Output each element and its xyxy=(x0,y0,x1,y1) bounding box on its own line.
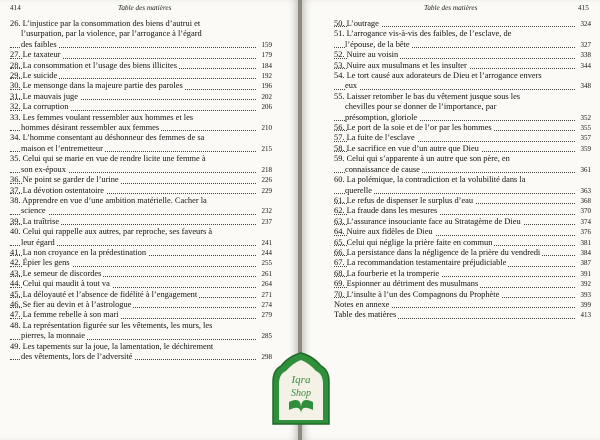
toc-entry xyxy=(334,238,591,248)
entry-title-line: science xyxy=(21,206,46,216)
entry-number: 61. xyxy=(334,195,345,205)
entry-number: 69. xyxy=(334,279,345,289)
entry-title-line: La dévotion ostentatoire xyxy=(22,185,104,195)
entry-page-number: 359 xyxy=(580,144,591,153)
entry-title-line: La non croyance en la prédestination xyxy=(22,247,147,257)
entry-title-line: hommes désirant ressembler aux femmes xyxy=(21,123,160,133)
toc-entry xyxy=(10,258,272,268)
entry-number: 43. xyxy=(10,268,21,278)
toc-entry xyxy=(334,310,591,320)
toc-entry xyxy=(10,279,272,289)
entry-title-line: L’homme consentant au déshonneur des femmes de sa xyxy=(22,133,205,143)
entry-number: 44. xyxy=(10,279,21,289)
entry-number: 57. xyxy=(334,133,345,143)
entry-title-line: L’insulte à l’un des Compagnons du Prophète xyxy=(346,289,500,299)
entry-title-line: Le mauvais juge xyxy=(22,91,78,101)
entry-page-number: 202 xyxy=(261,92,272,101)
entry-number: 27. xyxy=(10,50,21,60)
entry-page-number: 192 xyxy=(261,72,272,81)
entry-title-line: La fuite de l’esclave xyxy=(346,133,415,143)
toc-entry xyxy=(10,196,272,217)
toc-entry xyxy=(334,71,591,92)
entry-page-number: 392 xyxy=(580,280,591,289)
entry-number: 58. xyxy=(334,143,345,153)
toc-entry xyxy=(10,102,272,112)
entry-title-line: Celui qui se marie en vue de rendre licite une femme à xyxy=(22,154,206,164)
entry-number: 28. xyxy=(10,60,21,70)
entry-title-line: des faibles xyxy=(21,39,57,49)
entry-title-line: eux xyxy=(345,81,358,91)
entry-title-line: Laisser retomber le bas du vêtement jusque sous les xyxy=(346,91,521,101)
entry-title-line: La traîtrise xyxy=(22,216,60,226)
logo-text-iqra: Iqra xyxy=(291,374,311,386)
toc-entry xyxy=(334,290,591,300)
entry-page-number: 179 xyxy=(261,51,272,60)
entry-page-number: 399 xyxy=(580,300,591,309)
entry-page-number: 264 xyxy=(261,280,272,289)
entry-page-number: 387 xyxy=(580,259,591,268)
toc-entry xyxy=(334,300,591,310)
entry-title-line: des vêtements, lors de l’adversité xyxy=(21,352,133,361)
entry-number: 37. xyxy=(10,185,21,195)
entry-number: 62. xyxy=(334,206,345,216)
toc-entry xyxy=(10,310,272,320)
toc-entry xyxy=(334,123,591,133)
entry-number: 42. xyxy=(10,258,21,268)
entry-page-number: 376 xyxy=(580,228,591,237)
entry-number: 70. xyxy=(334,289,345,299)
entry-number: 53. xyxy=(334,60,345,70)
toc-entry xyxy=(334,144,591,154)
entry-page-number: 206 xyxy=(261,103,272,112)
entry-number: 67. xyxy=(334,258,345,268)
logo-text-shop: Shop xyxy=(291,388,311,399)
entry-title-line: La représentation figurée sur les vêtements, les murs, les xyxy=(22,320,213,330)
entry-title-line: maison et l’entremetteur xyxy=(21,143,103,153)
entry-page-number: 352 xyxy=(580,113,591,122)
entry-title-line: Le port de la soie et de l’or par les hommes xyxy=(346,123,492,133)
entry-page-number: 218 xyxy=(261,165,272,174)
entry-title-line: Se fier au devin et à l’astrologue xyxy=(22,299,132,309)
entry-page-number: 370 xyxy=(580,207,591,216)
toc-entry xyxy=(334,175,591,196)
entry-title-line: Le mensonge dans la majeure partie des paroles xyxy=(22,81,183,91)
running-header-left: Table des matières xyxy=(118,4,172,12)
toc-entry xyxy=(10,133,272,154)
entry-page-number: 348 xyxy=(580,82,591,91)
entry-title-line: Épier les gens xyxy=(22,258,70,268)
entry-number: 64. xyxy=(334,227,345,237)
toc-entry xyxy=(10,342,272,363)
toc-entry xyxy=(334,206,591,216)
entry-title-line: La fourberie et la tromperie xyxy=(346,268,440,278)
entry-page-number: 279 xyxy=(261,311,272,320)
entry-title-line: La fraude dans les mesures xyxy=(346,206,438,216)
entry-page-number: 196 xyxy=(261,82,272,91)
entry-number: 40. xyxy=(10,227,21,237)
toc-entry xyxy=(334,133,591,143)
entry-title-line: La recommandation testamentaire préjudiciable xyxy=(346,258,507,268)
toc-entry xyxy=(334,196,591,206)
entry-number: 56. xyxy=(334,123,345,133)
entry-page-number: 215 xyxy=(261,144,272,153)
entry-page-number: 413 xyxy=(580,311,591,320)
toc-entry xyxy=(334,154,591,175)
toc-entry xyxy=(334,258,591,268)
entry-number: 47. xyxy=(10,310,21,320)
entry-number: 45. xyxy=(10,289,21,299)
toc-entry xyxy=(10,300,272,310)
page-number-right: 415 xyxy=(578,4,589,12)
toc-entry xyxy=(10,217,272,227)
entry-title-line: Notes en annexe xyxy=(334,299,390,309)
toc-entry xyxy=(334,50,591,60)
entry-title-line: L’arrogance vis-à-vis des faibles, de l’esclave, de xyxy=(346,29,512,39)
entry-title-line: Apprendre en vue d’une ambition matérielle. Cacher la xyxy=(22,195,207,205)
entry-number: 60. xyxy=(334,175,345,185)
toc-entry xyxy=(10,186,272,196)
toc-entry xyxy=(334,61,591,71)
entry-page-number: 274 xyxy=(261,300,272,309)
entry-number: 34. xyxy=(10,133,21,143)
toc-entry xyxy=(10,175,272,185)
toc-entry xyxy=(334,248,591,258)
entry-number: 38. xyxy=(10,195,21,205)
entry-page-number: 357 xyxy=(580,134,591,143)
entry-number: 39. xyxy=(10,216,21,226)
entry-page-number: 361 xyxy=(580,165,591,174)
entry-title-line: Celui qui maudit à tout va xyxy=(22,279,110,289)
entry-title-line: Ne point se garder de l’urine xyxy=(22,175,119,185)
entry-title-line: L’injustice par la consommation des biens d’autrui et xyxy=(22,19,201,28)
entry-title-line: Le suicide xyxy=(22,71,58,81)
entry-number: 65. xyxy=(334,237,345,247)
toc-entry xyxy=(334,279,591,289)
toc-entry xyxy=(334,29,591,50)
entry-number: 29. xyxy=(10,71,21,81)
entry-page-number: 232 xyxy=(261,207,272,216)
entry-title-line: Celui qui rappelle aux autres, par reproche, ses faveurs à xyxy=(22,227,213,237)
entry-title-line: l’usurpation, par la violence, par l’arrogance à l’égard xyxy=(21,29,202,39)
entry-page-number: 374 xyxy=(580,217,591,226)
entry-title-line: connaissance de cause xyxy=(345,164,420,174)
entry-number: 36. xyxy=(10,175,21,185)
entry-number: 33. xyxy=(10,112,21,122)
entry-number: 48. xyxy=(10,320,21,330)
entry-title-line: Le tort causé aux adorateurs de Dieu et l’arrogance envers xyxy=(346,71,542,81)
entry-page-number: 210 xyxy=(261,124,272,133)
entry-page-number: 381 xyxy=(580,238,591,247)
entry-number: 63. xyxy=(334,216,345,226)
entry-page-number: 368 xyxy=(580,196,591,205)
entry-page-number: 324 xyxy=(580,20,591,28)
toc-entry xyxy=(10,50,272,60)
entry-page-number: 237 xyxy=(261,217,272,226)
entry-title-line: pierres, la monnaie xyxy=(21,331,85,341)
entry-number: 50. xyxy=(334,19,345,28)
toc-entry xyxy=(10,321,272,342)
toc-entry xyxy=(10,269,272,279)
entry-title-line: son ex-époux xyxy=(21,164,66,174)
entry-page-number: 338 xyxy=(580,51,591,60)
entry-page-number: 261 xyxy=(261,269,272,278)
entry-number: 35. xyxy=(10,154,21,164)
toc-entry xyxy=(334,19,591,29)
entry-number: 32. xyxy=(10,102,21,112)
entry-number: 46. xyxy=(10,299,21,309)
entry-title-line: présomption, gloriole xyxy=(345,112,418,122)
toc-entry xyxy=(10,81,272,91)
entry-page-number: 285 xyxy=(261,332,272,341)
entry-number: 51. xyxy=(334,29,345,39)
entry-page-number: 355 xyxy=(580,124,591,133)
entry-page-number: 226 xyxy=(261,176,272,185)
entry-number: 26. xyxy=(10,19,21,28)
toc-entry xyxy=(10,113,272,134)
toc-entry xyxy=(10,71,272,81)
toc-entry xyxy=(334,217,591,227)
entry-title-line: Nuire aux fidèles de Dieu xyxy=(346,227,433,237)
entry-number: 31. xyxy=(10,91,21,101)
toc-entry xyxy=(334,269,591,279)
entry-title-line: La corruption xyxy=(22,102,69,112)
entry-title-line: La polémique, la contradiction et la volubilité dans la xyxy=(346,175,526,185)
entry-title-line: La consommation et l’usage des biens illicites xyxy=(22,60,177,70)
left-page xyxy=(0,0,298,440)
entry-number: 41. xyxy=(10,247,21,257)
entry-number: 52. xyxy=(334,50,345,60)
entry-title-line: La persistance dans la négligence de la prière du vendredi xyxy=(346,247,541,257)
entry-page-number: 384 xyxy=(580,248,591,257)
entry-page-number: 271 xyxy=(261,290,272,299)
entry-number: 59. xyxy=(334,154,345,164)
entry-title-line: Le refus de dispenser le surplus d’eau xyxy=(346,195,474,205)
entry-title-line: La femme rebelle à son mari xyxy=(22,310,119,320)
entry-number: 54. xyxy=(334,71,345,81)
entry-title-line: Le taxateur xyxy=(22,50,61,60)
entry-page-number: 159 xyxy=(261,40,272,49)
toc-entry xyxy=(10,92,272,102)
toc-entry xyxy=(10,19,272,50)
entry-page-number: 391 xyxy=(580,269,591,278)
toc-entry xyxy=(10,154,272,175)
entry-number: 30. xyxy=(10,81,21,91)
entry-title-line: Les femmes voulant ressembler aux hommes et les xyxy=(22,112,194,122)
entry-number: 66. xyxy=(334,247,345,257)
entry-title-line: leur égard xyxy=(21,237,55,247)
toc-entry xyxy=(10,290,272,300)
entry-page-number: 363 xyxy=(580,186,591,195)
entry-page-number: 255 xyxy=(261,259,272,268)
page-number-left: 414 xyxy=(10,4,21,12)
entry-page-number: 393 xyxy=(580,290,591,299)
entry-title-line: Nuire aux musulmans et les insulter xyxy=(346,60,467,70)
entry-number: 68. xyxy=(334,268,345,278)
entry-page-number: 244 xyxy=(261,248,272,257)
entry-number: 55. xyxy=(334,91,345,101)
right-page xyxy=(302,0,600,440)
toc-entry xyxy=(10,248,272,258)
entry-title-line: L’assurance insouciante face au Stratagème de Dieu xyxy=(346,216,521,226)
entry-page-number: 298 xyxy=(261,353,272,361)
toc-list-left xyxy=(10,19,272,362)
entry-page-number: 241 xyxy=(261,238,272,247)
entry-title-line: Espionner au détriment des musulmans xyxy=(346,279,479,289)
toc-entry xyxy=(334,92,591,123)
entry-title-line: querelle xyxy=(345,185,372,195)
entry-title-line: Nuire au voisin xyxy=(346,50,399,60)
entry-title-line: Celui qui néglige la prière faite en commun xyxy=(346,237,493,247)
entry-page-number: 229 xyxy=(261,186,272,195)
entry-title-line: Table des matières xyxy=(334,310,397,320)
leader-dots xyxy=(334,89,575,90)
entry-number: 49. xyxy=(10,341,21,351)
entry-title-line: Le semeur de discordes xyxy=(22,268,102,278)
toc-entry xyxy=(10,61,272,71)
entry-page-number: 184 xyxy=(261,61,272,70)
entry-title-line: Les tapements sur la joue, la lamentation, le déchirement xyxy=(22,341,214,351)
entry-title-line: l’épouse, de la bête xyxy=(345,39,410,49)
toc-entry xyxy=(334,227,591,237)
entry-title-line: chevilles pour se donner de l’importance, par xyxy=(345,102,497,112)
toc-list-right xyxy=(334,19,591,321)
entry-title-line: Celui qui s’apparente à un autre que son père, en xyxy=(346,154,510,164)
running-header-right: Table des matières xyxy=(424,4,478,12)
toc-entry xyxy=(10,227,272,248)
iqra-shop-watermark-logo xyxy=(267,352,335,426)
entry-page-number: 344 xyxy=(580,61,591,70)
entry-title-line: Le sacrifice en vue d’un autre que Dieu xyxy=(346,143,479,153)
entry-title-line: La déloyauté et l’absence de fidélité à l’engagement xyxy=(22,289,198,299)
entry-title-line: L’outrage xyxy=(346,19,379,28)
entry-page-number: 327 xyxy=(580,40,591,49)
